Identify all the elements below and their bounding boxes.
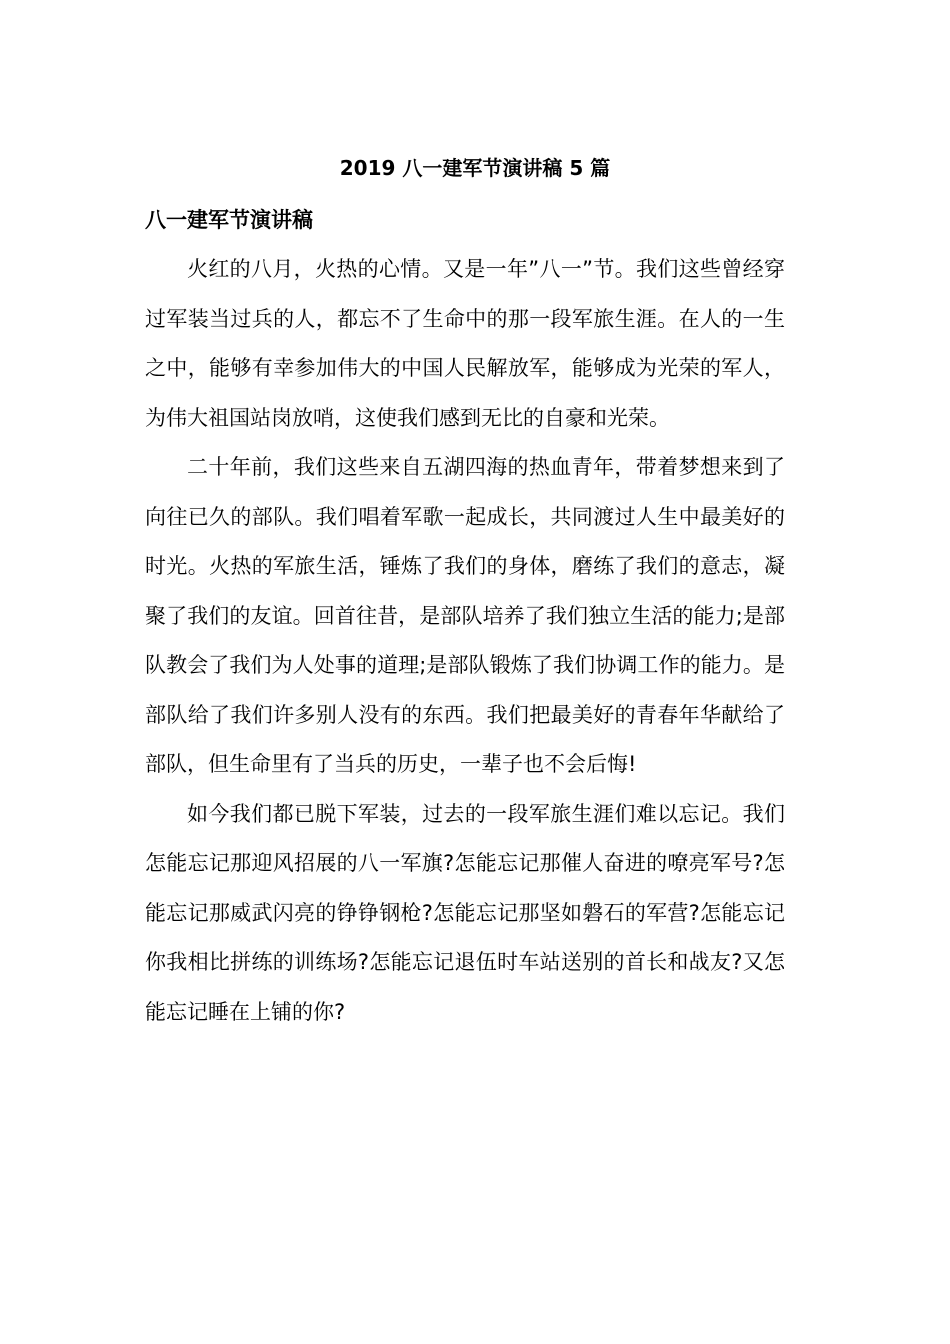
paragraph: 火红的八月，火热的心情。又是一年”八一”节。我们这些曾经穿过军装当过兵的人，都忘不了生命中的那一段军旅生涯。在人的一生之中，能够有幸参加伟大的中国人民解放军，能够成为光荣的军人，为伟大祖国站岗放哨，这使我们感到无比的自豪和光荣。 bbox=[145, 257, 785, 430]
paragraph: 如今我们都已脱下军装，过去的一段军旅生涯们难以忘记。我们怎能忘记那迎风招展的八一军旗?怎能忘记那催人奋进的嘹亮军号?怎能忘记那威武闪亮的铮铮钢枪?怎能忘记那坚如磐石的军营?怎能忘记你我相比拼练的训练场?怎能忘记退伍时车站送别的首长和战友?又怎能忘记睡在上铺的你? bbox=[145, 801, 785, 1024]
paragraph: 二十年前，我们这些来自五湖四海的热血青年，带着梦想来到了向往已久的部队。我们唱着军歌一起成长，共同渡过人生中最美好的时光。火热的军旅生活，锤炼了我们的身体，磨练了我们的意志，凝聚了我们的友谊。回首往昔，是部队培养了我们独立生活的能力;是部队教会了我们为人处事的道理;是部队锻炼了我们协调工作的能力。是部队给了我们许多别人没有的东西。我们把最美好的青春年华献给了部队，但生命里有了当兵的历史，一辈子也不会后悔! bbox=[145, 455, 785, 776]
section-heading: 八一建军节演讲稿 bbox=[145, 208, 313, 232]
document-title: 2019 八一建军节演讲稿 5 篇 bbox=[339, 156, 611, 180]
body-text bbox=[145, 245, 785, 1037]
